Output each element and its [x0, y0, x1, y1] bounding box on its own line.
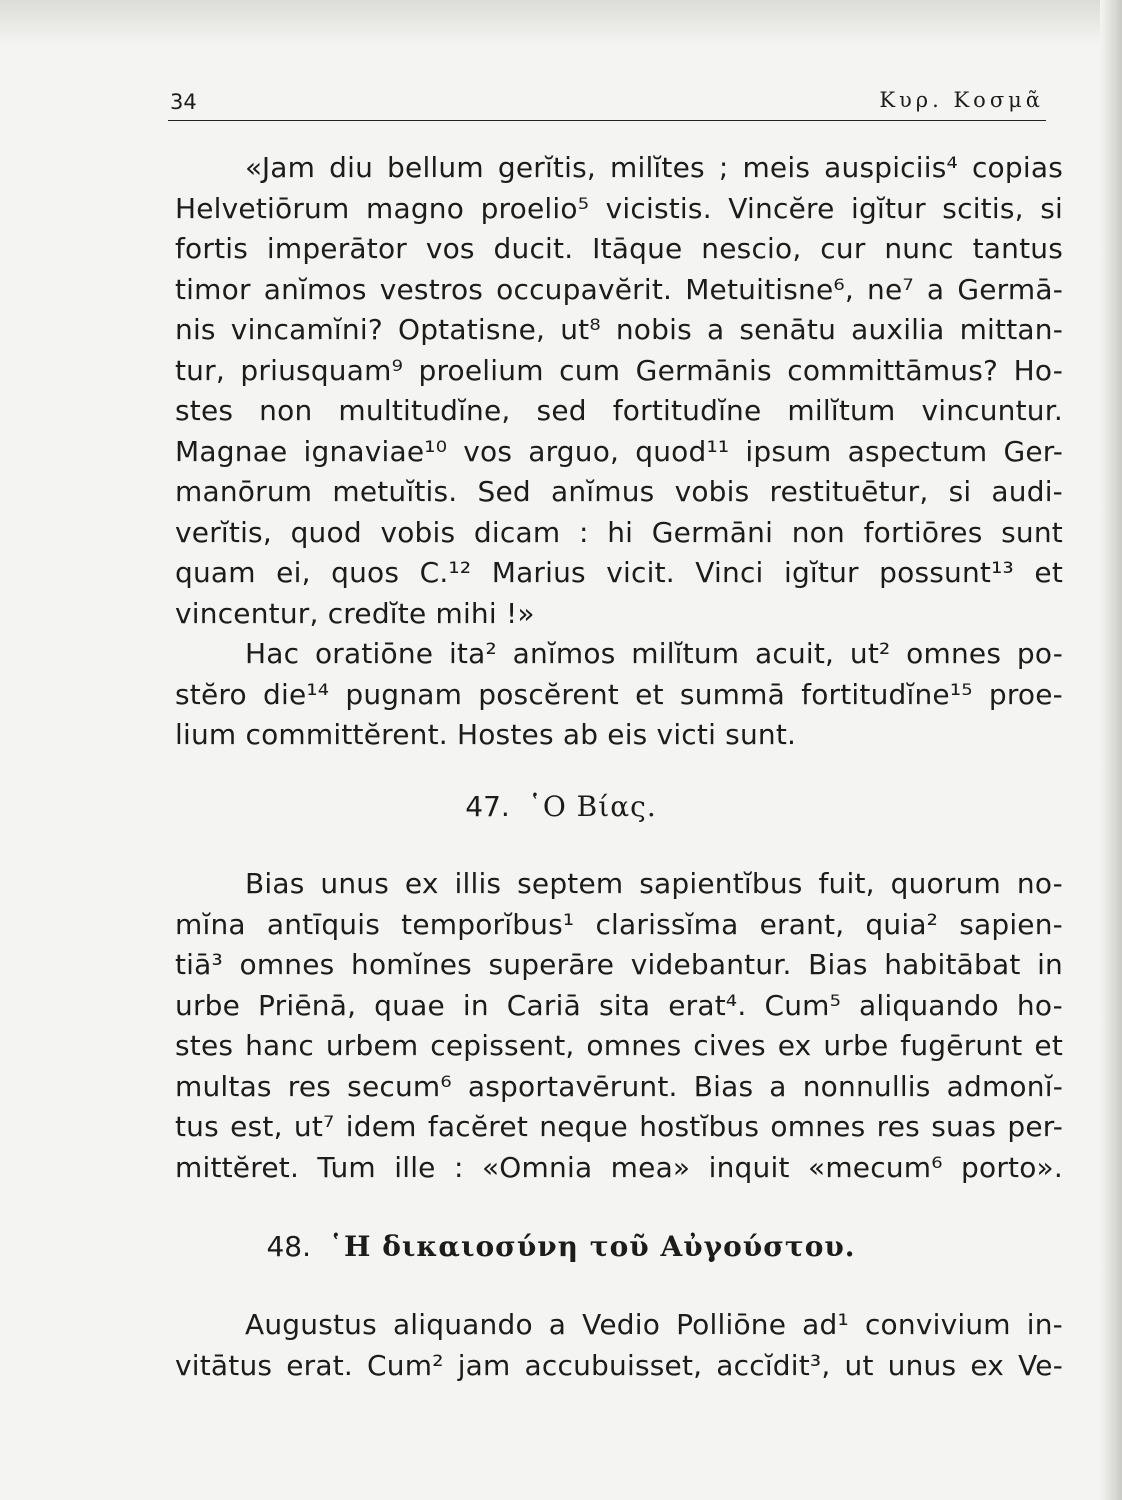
text-line: Magnae ignaviae¹⁰ vos arguo, quod¹¹ ipsum aspectum Ger- [175, 434, 1063, 468]
text-line: nis vincamĭni? Optatisne, ut⁸ nobis a senātu auxilia mittan- [175, 313, 1063, 346]
text-line: timor anĭmos vestros occupavĕrit. Metuitisne⁶, ne⁷ a Germā- [175, 272, 1063, 306]
section-47-heading [0, 790, 1122, 823]
text-line: multas res secum⁶ asportavērunt. Bias a nonnullis admonĭ- [175, 1069, 1063, 1103]
page-right-edge [1100, 0, 1122, 1500]
text-line: stes hanc urbem cepissent, omnes cives ex urbe fugērunt et [175, 1029, 1063, 1062]
section-number: 47. [465, 790, 510, 823]
page-header [168, 84, 1046, 121]
text-line: Augustus aliquando a Vedio Polliōne ad¹ convivium in- [245, 1308, 1063, 1341]
text-line: mittĕret. Tum ille : «Omnia mea» inquit «mecum⁶ porto». [175, 1150, 1063, 1184]
section-47-text [175, 864, 1063, 1188]
section-48-text [175, 1305, 1063, 1386]
text-line: tur, priusquam⁹ proelium cum Germānis committāmus? Ho- [175, 353, 1063, 387]
text-line: quam ei, quos C.¹² Marius vicit. Vinci igĭtur possunt¹³ et [175, 556, 1063, 589]
text-line: vincentur, credĭte mihi !» [175, 596, 535, 630]
text-line: «Jam diu bellum gerĭtis, milĭtes ; meis auspiciis⁴ copias [245, 151, 1063, 184]
text-line: stes non multitudĭne, sed fortitudĭne milĭtum vincuntur. [175, 394, 1063, 427]
text-line: manōrum metuĭtis. Sed anĭmus vobis restituētur, si audi- [175, 475, 1063, 508]
page-top-shadow [0, 0, 1122, 46]
running-head: Κυρ. Κοσμᾶ [879, 88, 1044, 112]
text-line: tiā³ omnes homĭnes superāre videbantur. Bias habitābat in [175, 948, 1063, 981]
text-line: Helvetiōrum magno proelio⁵ vicistis. Vincĕre igĭtur scitis, si [175, 191, 1063, 225]
section-number: 48. [266, 1230, 311, 1263]
text-line: Bias unus ex illis septem sapientĭbus fuit, quorum no- [245, 867, 1063, 900]
section-title: ῾Η δικαιοσύνη τοῦ Αὐγούστου. [328, 1230, 856, 1263]
text-line: tus est, ut⁷ idem facĕret neque hostĭbus omnes res suas per- [175, 1110, 1063, 1143]
text-line: vitātus erat. Cum² jam accubuisset, accĭdit³, ut unus ex Ve- [175, 1348, 1063, 1382]
text-line: stĕro die¹⁴ pugnam poscĕrent et summā fortitudĭne¹⁵ proe- [175, 677, 1063, 711]
text-line: Hac oratiōne ita² anĭmos milĭtum acuit, ut² omnes po- [245, 637, 1063, 670]
section-title: ῾Ο Βίας. [527, 790, 657, 823]
section-48-heading [0, 1230, 1122, 1263]
text-line: fortis imperātor vos ducit. Itāque nescio, cur nunc tantus [175, 232, 1063, 265]
page-number: 34 [170, 90, 197, 114]
text-line: verĭtis, quod vobis dicam : hi Germāni non fortiōres sunt [175, 515, 1063, 549]
text-line: mĭna antīquis temporĭbus¹ clarissĭma erant, quia² sapien- [175, 907, 1063, 941]
section-46-text [175, 148, 1063, 756]
text-line: urbe Priēnā, quae in Cariā sita erat⁴. Cum⁵ aliquando ho- [175, 988, 1063, 1022]
text-line: lium committĕrent. Hostes ab eis victi sunt. [175, 718, 797, 751]
